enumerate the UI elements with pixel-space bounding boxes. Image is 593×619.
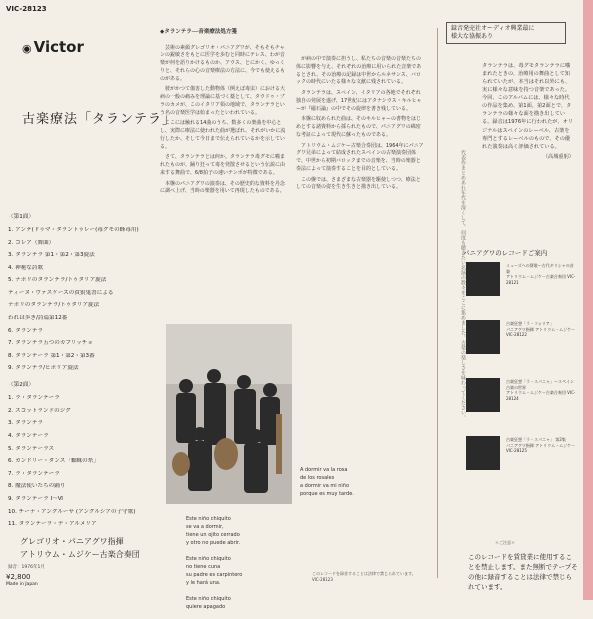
ensemble-credit: アトリウム・ムジケー古楽合奏団 [20,550,140,559]
track-item: 6. タランテラ [8,327,44,334]
release-title: ミューズへの賛歌〜古代ギリシャの音楽 [506,263,574,274]
dog-icon: ◉ [22,42,32,55]
track-item: 4. 神秘な詩歌 [8,264,44,271]
liner-paragraph: 彼がかつて傷害した動物体（例えば毒虫）における大病の一般の痛みを理論に基づく薬として、タウドゥ・ブラのカメが、このイタリア領の地域で、タランテラという名の音楽医学は始まったといわれている。 [160,86,286,116]
lyric-line: Este niño chiquito [186,516,231,522]
liner-paragraph: アトリウム・ムジケー古楽合奏団は、1964年にパニアグワ兄弟によって結成されたスペインの古楽演奏団体で、中世から初期バロックまでの音楽を、当時の楽器と奏法によって演奏することを目的としている。 [296,142,424,172]
side1-tracks [8,227,148,372]
liner-paragraph: ここには触れる14曲のうち、数多くの楽曲を中心とし、実際に療法に使われた曲が選ばれ、それがいかに流行したか、そして今日まで伝えられているかを示している。 [160,120,286,150]
track-listing [8,212,148,534]
label-name: Victor [33,38,84,56]
catalog-number: VIC-28123 [6,5,47,13]
lyric-line: tiene un ojito cerrado [186,532,240,538]
release-item [466,436,574,482]
liner-notes-col1 [160,28,288,199]
lyric-stanza [186,515,296,547]
pink-edge-strip [583,0,593,600]
lyric-line: y le hará una. [186,580,221,586]
album-thumbnail [466,320,500,354]
lyric-line: quiere apagado [186,604,226,610]
commentary-signature: （高城重躬） [542,153,574,160]
album-thumbnail [466,436,500,470]
release-text [506,321,576,338]
track-item: 11. タランテーラ・デ・アルメリア [8,521,97,528]
side2-heading: 〈第2面〉 [8,382,34,389]
made-in: Made in Japan [6,582,38,587]
copyright-notice [312,571,416,583]
track-item: 2. スコットランドのジグ [8,407,71,414]
right-commentary [482,62,574,161]
catalog-code-line: VIC-28123 [312,577,333,582]
lyric-line: A dormir va la rosa [300,467,348,473]
track-item: 4. タランテーラ [8,433,49,440]
liner-paragraph: タランテラは、スペイン、イタリアの各地でそれぞれ独自の発展を遂げ、17世紀にはアタナシウス・キルヒャーが『磁石論』の中でその旋律を書き残している。 [296,90,422,112]
victor-logo [22,38,84,56]
vertical-text: 代表作まとめあれ年代を深くして、何度も聴きたい名演の数々をここに集めました。古楽の楽しさを味わってください。 [460,150,466,420]
performer-credits [20,535,140,561]
liner-paragraph: さて、タランテラとは何か。タランテラ毒グモに噛まれたものが、踊り狂って毒を発散させるという伝説に由来する舞曲で、6/8拍子の速いテンポが特徴である。 [160,154,286,176]
release-title: 古楽狂想「ラ・スパニャ」 第2集 [506,437,566,442]
release-detail: アトリウム・ムジケー古楽合奏団 VIC-28124 [506,390,576,401]
lyric-line: no tiene cuna [186,564,221,570]
release-detail: アトリウム・ムジケー古楽合奏団 VIC-28121 [506,274,576,285]
side2-tracks [8,395,148,528]
track-item: 2. コレア（舞曲） [8,239,55,246]
release-text [506,379,576,401]
side1-heading: 〈第1面〉 [8,214,34,220]
track-item: 3. タランテラ 第1・第2・第3旋法 [8,252,95,259]
lyric-line: se va a dormir, [186,524,224,530]
lyric-line: Este niño chiquito [186,596,231,602]
album-thumbnail [466,262,500,296]
track-item: 6. カンドリー・ダンス「蜘蛛の糸」 [8,458,99,465]
notice-box [446,22,566,44]
liner-paragraph: 本盤のパニアグワの演奏は、その歴史的な資料を丹念に調べ上げ、当時の楽器を用いて再現したものである。 [160,180,285,195]
liner-paragraph: が病の中で演奏に担うし、私たちの音楽の音楽たちの体に影響を与え、それぞれの治療に用いられた音楽であるとされ、その治療の記録は中世からルネサンス、バロックの時代にいたる様々な文献に残されている。 [296,56,422,86]
lyric-line: de los rosales [300,475,335,481]
ensemble-photo [166,324,292,504]
track-item: 9. タランテラ/ヒポリア旋法 [8,365,79,372]
album-title: 古楽療法「タランテラ」 [22,112,177,127]
release-detail: パニアグワ指揮 アトリウム・ムジケー VIC-28122 [506,326,576,338]
track-item: われは歩き/詩篇第12番 [8,315,68,322]
lyrics-block-mid [186,515,296,619]
releases-heading: パニアグワのレコードご案内 [463,249,548,257]
release-title: 古楽狂想「ラ・フォリア」 [506,321,554,326]
track-item: 10. チーナ・アングルーサ (アングルシアの子守歌) [8,508,136,515]
track-item: 9. タランテーラ Ⅰ〜Ⅵ [8,495,63,502]
closing-heading: ＊ご注意＊ [495,540,515,545]
lyrics-block-right [300,466,410,506]
price: ¥2,800 [6,573,31,581]
lyric-line: porque es muy tarde. [300,491,354,497]
track-item: 8. 魔法使いたちの踊り [8,483,66,490]
liner-paragraph: 芸術の素顔グレゴリオ・パニアグワが、そもそもチャンの鋭敏さをもとに医学を歩むと同時にテレス、わが音楽が何を語りかけるものか、アウス、とにかく、ゆっくりと、それらの心の音楽療法の方法に、今でも使えるものがある。 [160,44,286,82]
release-text [506,437,576,454]
track-item: ティーヌ・ヴァスケーズの貧狼鬼書による [8,289,114,296]
lyric-line: Este niño chiquito [186,556,231,562]
lyric-line: y otro no puede abrir. [186,540,241,546]
commentary-text: タランテラは、毒グモタランテラに噛まれたときの、治療用の舞曲として知られていたが、本当はそれ以外にも、実に様々な意味を持つ音楽であった。今回、このアルバムには、様々な時代の作品を集め、第1面、第2面とで、タランテラの様々な面を描き出している。録音は1976年に行われたが、オリジナルはスペインのレーベル、古楽を専門とするレーベルのもので、その優れた演奏は高く評価されている。 [482,63,574,150]
conductor-credit: グレゴリオ・パニアグワ指揮 [20,537,124,546]
right-notice [446,22,566,44]
lyric-line: su padre es carpintero [186,572,243,578]
lyric-stanza [186,555,296,587]
recording-date: 録音：1976年1月 [8,565,45,570]
track-item: 1. アンテ(ドゥマ・タラントゥレー(毒グモの蜂毒用) [8,226,139,233]
release-item [466,262,574,308]
track-item: 1. ラ・タランテーラ [8,395,60,402]
track-item: 5. ナポリのタランテラ/トゥタリア旋法 [8,277,107,284]
track-item: ナポリのタランテラ/トゥタリア旋法 [8,302,100,309]
copyright-line: このレコードを録音することは法律で禁じられています。 [312,571,416,576]
album-thumbnail [466,378,500,412]
lyric-stanza [300,466,410,498]
lyric-line: a dormir va mi niño [300,483,350,489]
column-divider [437,28,438,578]
notice-line-2: 様大な協振あり [451,32,494,40]
notice-line-1: 録音発売社オーディオ興業最に [451,25,535,32]
liner-heading: ◆タランテラ──音楽療法処方箋 [160,29,237,35]
track-item: 8. タランテーラ 第1・第2・第3番 [8,352,95,359]
closing-notice: このレコードを賃貸業に使用することを禁止します。また無断でテープその他に録音することは法律で禁じられています。 [468,553,578,592]
track-item: 3. タランテラ [8,420,44,427]
release-detail: パニアグワ指揮 アトリウム・ムジケー VIC-28125 [506,442,576,454]
track-item: 7. ラ・タランテーラ [8,470,60,477]
liner-paragraph: この盤では、さまざまな古楽器を駆使しつつ、療法としての音楽の姿を生き生きと描き出している。 [296,176,421,191]
liner-paragraph: 本盤に収められた曲は、そのキルヒャーの書物をはじめとする諸資料から採られたもので、パニアグワの綿密な考証によって現代に蘇ったものである。 [296,116,421,138]
release-title: 古楽狂想「ラ・スパニャ」〜スペイン古楽の世界 [506,379,574,390]
release-item [466,378,574,424]
photo-image [166,324,292,504]
track-item: 7. タランテラ五つのカプリッチョ [8,340,93,347]
track-item: 5. タランテーラス [8,445,55,452]
release-item [466,320,574,366]
liner-notes-col2 [296,56,424,195]
release-text [506,263,576,285]
lyric-stanza [186,595,296,611]
